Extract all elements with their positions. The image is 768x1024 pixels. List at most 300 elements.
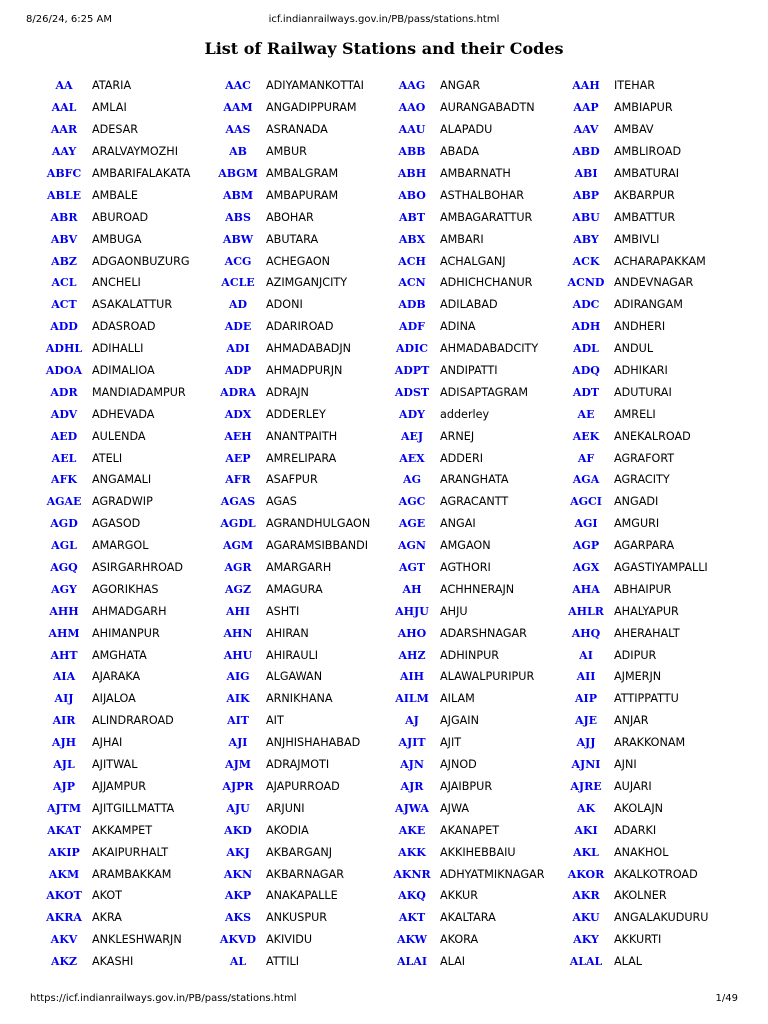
station-code: AKL xyxy=(573,845,599,859)
station-code: AJN xyxy=(400,758,424,772)
table-row xyxy=(36,206,732,228)
station-name: ANGADIPPURAM xyxy=(266,101,357,115)
station-code: AAU xyxy=(398,123,426,137)
station-name: AHMADABADCITY xyxy=(440,342,539,356)
station-name: AMBIAPUR xyxy=(614,101,673,115)
station-code: AKIP xyxy=(48,845,80,859)
table-row xyxy=(36,732,732,754)
station-name: ANGALAKUDURU xyxy=(614,911,709,925)
table-row xyxy=(36,141,732,163)
station-name: ADASROAD xyxy=(92,320,156,334)
station-code: ABR xyxy=(50,210,78,224)
station-code: AB xyxy=(229,145,247,159)
station-code: AAS xyxy=(225,123,251,137)
station-name: AMBALE xyxy=(92,188,138,202)
station-name: ANCHELI xyxy=(92,276,141,290)
station-name: ANDIPATTI xyxy=(440,364,498,378)
station-name: AMBUGA xyxy=(92,232,142,246)
station-name: AHALYAPUR xyxy=(614,604,679,618)
station-code: AAR xyxy=(50,123,78,137)
table-row xyxy=(36,403,732,425)
station-code: ALAI xyxy=(397,955,427,969)
station-code: AGN xyxy=(398,539,426,553)
station-code: ADH xyxy=(571,320,601,334)
station-name: ADARIROAD xyxy=(266,320,334,334)
station-name: ADHICHCHANUR xyxy=(440,276,533,290)
station-name: AMBARNATH xyxy=(440,167,511,180)
station-name: AGASTIYAMPALLI xyxy=(614,561,708,575)
station-name: AGAS xyxy=(266,495,297,509)
station-name: ADDERI xyxy=(440,451,484,465)
station-code: AKR xyxy=(572,889,600,903)
print-page-url: icf.indianrailways.gov.in/PB/pass/stations.html xyxy=(268,14,500,25)
station-code: AGZ xyxy=(225,582,251,596)
station-name: ASTHALBOHAR xyxy=(440,188,525,202)
station-code: AJU xyxy=(226,801,250,815)
station-code: ADX xyxy=(224,407,252,421)
station-name: ARNIKHANA xyxy=(266,692,333,706)
station-code: AJE xyxy=(574,714,598,728)
station-code: ADE xyxy=(224,320,252,334)
station-code: ADT xyxy=(572,385,600,399)
station-name: ACHHNERAJN xyxy=(440,582,515,596)
station-code: ABD xyxy=(572,145,600,159)
station-name: ARAKKONAM xyxy=(614,736,686,750)
station-code: AKY xyxy=(573,933,599,947)
station-name: AJNOD xyxy=(440,758,477,772)
station-code: AGT xyxy=(398,561,426,575)
station-code: AILM xyxy=(395,692,429,706)
station-name: ASAKALATTUR xyxy=(92,298,173,312)
station-code: AKT xyxy=(398,911,426,925)
station-code: AHH xyxy=(49,604,79,618)
station-code: ADY xyxy=(399,407,425,421)
station-name: ASIRGARHROAD xyxy=(92,561,183,575)
station-name: ADINA xyxy=(440,320,476,334)
station-name: AKRA xyxy=(92,911,122,925)
station-name: AMBAPURAM xyxy=(266,188,339,202)
station-name: ACHARAPAKKAM xyxy=(614,254,706,268)
station-name: AGASOD xyxy=(92,517,141,531)
station-code: AG xyxy=(403,473,421,487)
station-code: ABV xyxy=(50,232,78,246)
station-name: AJHAI xyxy=(92,736,123,750)
station-name: ARALVAYMOZHI xyxy=(92,145,179,159)
station-code: AJM xyxy=(225,758,251,772)
station-name: ADIRANGAM xyxy=(614,298,683,312)
station-code: ADI xyxy=(226,342,250,356)
station-name: ATELI xyxy=(92,451,123,465)
table-row xyxy=(36,119,732,141)
station-code: AJIT xyxy=(398,736,426,750)
station-code: AJWA xyxy=(395,801,429,815)
station-name: ADIYAMANKOTTAI xyxy=(266,79,364,93)
station-code: AGAS xyxy=(220,495,256,509)
station-code: ACLE xyxy=(221,276,255,290)
station-code: AEL xyxy=(51,451,77,465)
station-name: ANGADI xyxy=(614,495,659,509)
station-code: AGY xyxy=(51,582,77,596)
station-code: AGD xyxy=(50,517,78,531)
station-code: ABT xyxy=(398,210,426,224)
station-code: AIT xyxy=(227,714,249,728)
station-name: ALAPADU xyxy=(440,123,493,137)
table-row xyxy=(36,97,732,119)
table-row xyxy=(36,381,732,403)
station-name: AMAGURA xyxy=(266,582,323,596)
station-name: AMARGARH xyxy=(266,561,332,575)
station-code: AJI xyxy=(228,736,248,750)
station-name: AIT xyxy=(266,714,284,728)
station-code: AAY xyxy=(51,145,77,159)
station-code: ADIC xyxy=(396,342,428,356)
station-name: ANKLESHWARJN xyxy=(92,933,182,947)
station-code: AKOR xyxy=(567,867,605,881)
station-code: AKD xyxy=(224,823,252,837)
station-name: ANEKALROAD xyxy=(614,429,691,443)
station-code: AFR xyxy=(225,473,251,487)
station-code: AKJ xyxy=(226,845,250,859)
station-name: ANGAMALI xyxy=(92,473,152,487)
station-code: AGM xyxy=(222,539,254,553)
station-name: AKKURTI xyxy=(614,933,662,947)
station-name: ATTILI xyxy=(266,955,300,969)
table-row xyxy=(36,819,732,841)
station-name: ABADA xyxy=(440,145,480,159)
station-code: AGL xyxy=(51,539,77,553)
station-code: ABP xyxy=(572,188,600,202)
station-code: AIG xyxy=(226,670,250,684)
station-code: ABY xyxy=(573,232,599,246)
print-footer xyxy=(30,993,738,1007)
station-code: ACND xyxy=(567,276,605,290)
table-row xyxy=(36,863,732,885)
station-code: AHM xyxy=(48,626,80,640)
station-code: ADL xyxy=(573,342,599,356)
station-name: AGARAMSIBBANDI xyxy=(266,539,369,553)
station-name: ADHEVADA xyxy=(92,407,155,421)
station-name: AHIRAULI xyxy=(266,648,319,662)
station-code: AIH xyxy=(399,670,425,684)
station-code: AJH xyxy=(51,736,77,750)
station-name: AKOT xyxy=(92,889,123,903)
station-code: AHJU xyxy=(395,604,429,618)
station-name: AMBAGARATTUR xyxy=(440,210,533,224)
station-code: AIA xyxy=(52,670,76,684)
table-row xyxy=(36,622,732,644)
table-row xyxy=(36,578,732,600)
station-code: ADB xyxy=(398,298,426,312)
station-code: AGCI xyxy=(570,495,602,509)
station-code: ABX xyxy=(398,232,426,246)
station-code: ABGM xyxy=(218,167,258,180)
station-name: AKKIHEBBAIU xyxy=(440,845,516,859)
station-code: AHN xyxy=(223,626,253,640)
station-code: AIK xyxy=(226,692,250,706)
station-name: AJMERJN xyxy=(614,670,662,684)
station-code: ADR xyxy=(50,385,78,399)
station-name: AHIRAN xyxy=(266,626,309,640)
station-name: ADARKI xyxy=(614,823,657,837)
station-name: AHMADABADJN xyxy=(266,342,352,356)
station-name: ABUTARA xyxy=(266,232,319,246)
station-code: AHT xyxy=(50,648,78,662)
station-code: AAG xyxy=(398,79,426,93)
station-name: AMBALGRAM xyxy=(266,167,339,180)
station-code: AGI xyxy=(574,517,598,531)
station-name: AJGAIN xyxy=(440,714,479,728)
station-name: AKBARGANJ xyxy=(266,845,333,859)
station-name: AGRACITY xyxy=(614,473,670,487)
station-name: AGORIKHAS xyxy=(92,582,159,596)
station-code: ABZ xyxy=(51,254,77,268)
station-code: ACL xyxy=(51,276,77,290)
station-name: AGRADWIP xyxy=(92,495,153,509)
station-name: AJJAMPUR xyxy=(92,779,147,793)
station-name: AMGHATA xyxy=(92,648,147,662)
station-name: ANAKHOL xyxy=(614,845,669,859)
station-name: ADHINPUR xyxy=(440,648,500,662)
station-code: AEH xyxy=(224,429,252,443)
table-row xyxy=(36,754,732,776)
station-name: AMGURI xyxy=(614,517,660,531)
table-row xyxy=(36,951,732,973)
stations-table-body xyxy=(36,75,732,973)
station-name: ASAFPUR xyxy=(266,473,318,487)
table-row xyxy=(36,600,732,622)
station-name: AZIMGANJCITY xyxy=(266,276,348,290)
station-name: ADHYATMIKNAGAR xyxy=(440,867,545,881)
station-code: ABFC xyxy=(46,167,82,180)
station-name: ALAI xyxy=(440,955,466,969)
station-code: AA xyxy=(55,79,73,93)
table-row xyxy=(36,163,732,185)
station-code: AKP xyxy=(224,889,252,903)
station-name: AMBATTUR xyxy=(614,210,676,224)
page-number: 1/49 xyxy=(715,993,738,1004)
station-code: AGX xyxy=(572,561,600,575)
station-name: ACHALGANJ xyxy=(440,254,506,268)
station-name: AMRELIPARA xyxy=(266,451,337,465)
station-code: ABM xyxy=(222,188,253,202)
station-code: AH xyxy=(402,582,422,596)
station-code: AEK xyxy=(572,429,600,443)
station-code: AKVD xyxy=(219,933,257,947)
station-code: ADV xyxy=(50,407,78,421)
station-code: ACK xyxy=(572,254,600,268)
table-row xyxy=(36,513,732,535)
station-code: ADC xyxy=(572,298,600,312)
station-name: ASHTI xyxy=(266,604,300,618)
station-name: ANJHISHAHABAD xyxy=(266,736,361,750)
station-name: ARAMBAKKAM xyxy=(92,867,172,881)
station-name: AMRELI xyxy=(614,407,656,421)
station-code: AGA xyxy=(572,473,600,487)
station-code: AGR xyxy=(224,561,252,575)
footer-url: https://icf.indianrailways.gov.in/PB/pass/stations.html xyxy=(30,993,297,1004)
station-code: ADRA xyxy=(220,385,256,399)
station-code: AHI xyxy=(225,604,251,618)
station-name: AMBLIROAD xyxy=(614,145,682,159)
station-code: ADP xyxy=(224,364,252,378)
station-name: AKOLAJN xyxy=(614,801,663,815)
station-code: ABLE xyxy=(47,188,81,202)
table-row xyxy=(36,929,732,951)
station-code: AHQ xyxy=(571,626,601,640)
station-code: AKM xyxy=(48,867,80,881)
station-code: AKZ xyxy=(50,955,78,969)
station-name: AKORA xyxy=(440,933,479,947)
table-row xyxy=(36,184,732,206)
table-row xyxy=(36,228,732,250)
station-name: ALGAWAN xyxy=(266,670,323,684)
station-code: AJP xyxy=(52,779,75,793)
station-name: AHERAHALT xyxy=(614,626,680,640)
station-name: ANGAI xyxy=(440,517,476,531)
station-name: AJNI xyxy=(614,758,637,772)
station-name: ARJUNI xyxy=(266,801,305,815)
station-code: AAO xyxy=(398,101,426,115)
table-row xyxy=(36,469,732,491)
station-code: ABS xyxy=(225,210,251,224)
station-code: AGC xyxy=(398,495,426,509)
station-name: AKKAMPET xyxy=(92,823,153,837)
station-name: AKALTARA xyxy=(440,911,496,925)
station-code: AKRA xyxy=(46,911,82,925)
station-name: AULENDA xyxy=(92,429,146,443)
station-name: AJARAKA xyxy=(92,670,141,684)
station-name: ADILABAD xyxy=(440,298,498,312)
station-code: AKOT xyxy=(46,889,82,903)
station-code: ADQ xyxy=(572,364,600,378)
station-name: AKAIPURHALT xyxy=(92,845,169,859)
station-code: AD xyxy=(228,298,248,312)
station-code: ADOA xyxy=(45,364,83,378)
station-code: AHLR xyxy=(568,604,604,618)
station-code: AKQ xyxy=(398,889,426,903)
station-code: AGP xyxy=(572,539,600,553)
station-name: ALAL xyxy=(614,955,643,969)
station-code: ADPT xyxy=(394,364,430,378)
station-name: ANAKAPALLE xyxy=(266,889,338,903)
station-name: AILAM xyxy=(440,692,475,706)
station-name: ABHAIPUR xyxy=(614,582,672,596)
station-name: ADIHALLI xyxy=(92,342,144,356)
station-name: AGRAFORT xyxy=(614,451,675,465)
station-name: ADONI xyxy=(266,298,303,312)
station-name: AMBARIFALAKATA xyxy=(92,167,191,180)
station-name: AKBARPUR xyxy=(614,188,675,202)
station-name: ANDEVNAGAR xyxy=(614,276,694,290)
station-code: AEP xyxy=(225,451,251,465)
table-row xyxy=(36,250,732,272)
station-code: AJPR xyxy=(222,779,254,793)
station-code: AKE xyxy=(398,823,426,837)
station-name: AIJALOA xyxy=(92,692,136,706)
station-name: AKOLNER xyxy=(614,889,667,903)
station-name: ASRANADA xyxy=(266,123,328,137)
station-code: AIJ xyxy=(54,692,74,706)
table-row xyxy=(36,710,732,732)
station-name: ADRAJN xyxy=(266,385,309,399)
station-code: ACN xyxy=(398,276,426,290)
station-name: AMBARI xyxy=(440,232,484,246)
station-name: ATTIPPATTU xyxy=(614,692,679,706)
station-name: ABUROAD xyxy=(92,210,149,224)
station-code: AHA xyxy=(572,582,600,596)
station-name: ACHEGAON xyxy=(266,254,331,268)
station-name: AGRACANTT xyxy=(440,495,509,509)
station-name: AJWA xyxy=(440,801,470,815)
station-code: AJ xyxy=(405,714,419,728)
station-name: AJAIBPUR xyxy=(440,779,493,793)
station-name: AHMADPURJN xyxy=(266,364,343,378)
station-code: AKU xyxy=(572,911,600,925)
station-code: ABW xyxy=(222,232,254,246)
station-code: AED xyxy=(50,429,78,443)
print-datetime: 8/26/24, 6:25 AM xyxy=(26,14,113,25)
table-row xyxy=(36,425,732,447)
station-code: ADF xyxy=(399,320,425,334)
table-row xyxy=(36,776,732,798)
station-name: ANKUSPUR xyxy=(266,911,328,925)
station-code: AHO xyxy=(397,626,427,640)
print-header xyxy=(26,14,742,30)
station-name: ANANTPAITH xyxy=(266,429,338,443)
station-code: AGAE xyxy=(46,495,82,509)
station-name: ADUTURAI xyxy=(614,385,672,399)
station-code: AKK xyxy=(398,845,426,859)
station-name: AJIT xyxy=(440,736,462,750)
table-row xyxy=(36,841,732,863)
table-row xyxy=(36,535,732,557)
station-code: AE xyxy=(577,407,595,421)
station-code: AAC xyxy=(225,79,251,93)
station-name: AKODIA xyxy=(266,823,309,837)
table-row xyxy=(36,447,732,469)
station-name: ANGAR xyxy=(440,79,481,93)
station-name: AMBAV xyxy=(614,123,654,137)
stations-table xyxy=(36,75,732,973)
table-row xyxy=(36,907,732,929)
station-name: ANDUL xyxy=(614,342,654,356)
station-code: AF xyxy=(577,451,595,465)
station-name: ALINDRAROAD xyxy=(92,714,174,728)
table-row xyxy=(36,491,732,513)
station-code: AJNI xyxy=(571,758,601,772)
station-name: AGARPARA xyxy=(614,539,675,553)
station-name: ADIPUR xyxy=(614,648,657,662)
station-code: AAP xyxy=(573,101,599,115)
table-row xyxy=(36,797,732,819)
station-name: ITEHAR xyxy=(614,79,656,93)
station-code: AJTM xyxy=(46,801,82,815)
table-row xyxy=(36,360,732,382)
table-row xyxy=(36,316,732,338)
station-code: AEJ xyxy=(400,429,424,443)
station-code: AAH xyxy=(572,79,600,93)
station-code: AKW xyxy=(396,933,428,947)
table-row xyxy=(36,272,732,294)
station-name: AKIVIDU xyxy=(266,933,313,947)
station-name: adderley xyxy=(440,407,490,421)
station-name: ADISAPTAGRAM xyxy=(440,385,528,399)
station-name: AKASHI xyxy=(92,955,134,969)
station-code: AHU xyxy=(223,648,253,662)
station-name: AHIMANPUR xyxy=(92,626,160,640)
station-code: AJRE xyxy=(570,779,602,793)
station-name: AKBARNAGAR xyxy=(266,867,345,881)
